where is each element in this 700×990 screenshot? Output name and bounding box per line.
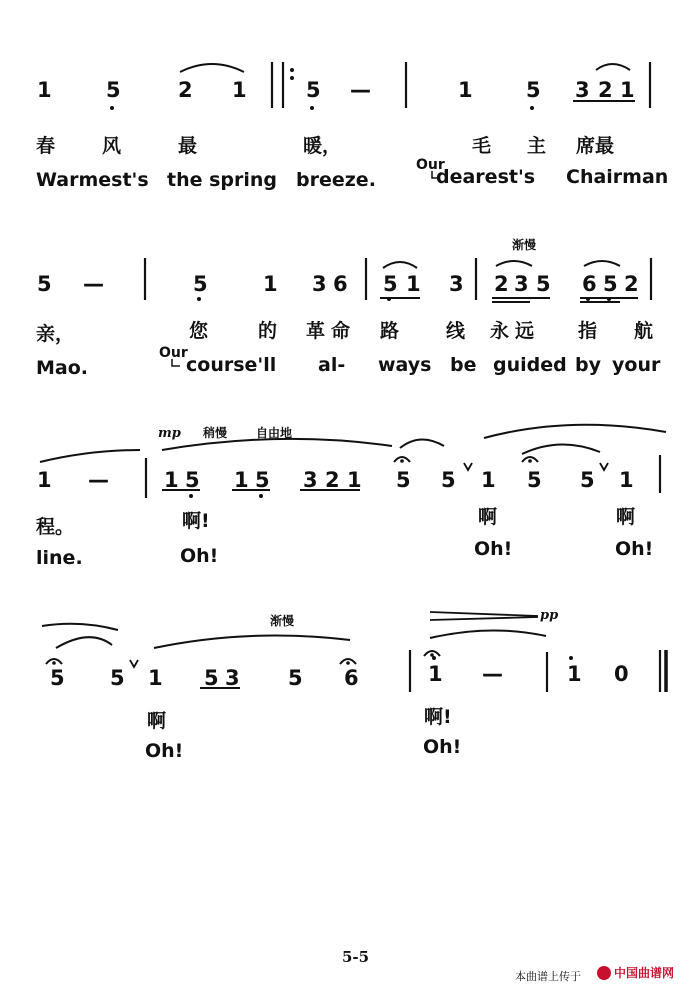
lyric-en: breeze. [296,169,376,191]
lyric-cn: 啊! [424,706,452,728]
barlines [145,62,669,692]
lyric-cn: 毛 [472,135,492,157]
dynamic-mark: mp [158,426,181,441]
fermata-dots [52,459,532,665]
lyric-cn: 您 [189,320,209,342]
note: 5 [580,468,595,492]
note: 6 [333,272,348,296]
note: 3 [514,272,529,296]
lyric-en: guided [493,354,567,376]
note: 1 [458,78,473,102]
lyric-cn: 程。 [36,516,75,538]
note: 5 [193,272,208,296]
note: 6 [582,272,597,296]
lyric-cn: 啊 [478,506,498,528]
lyric-en: Oh! [615,538,654,560]
tempo-mark: 稍慢 [203,426,228,440]
lyric-en: Warmest's [36,169,149,191]
logo-text: 中国曲谱网 [614,966,675,980]
lyric-en-small: Our [159,345,188,361]
lyric-en: by [575,354,601,376]
note: 5 [185,468,200,492]
tempo-mark: 渐慢 [512,238,537,252]
lyric-en: be [450,354,477,376]
note: — [88,468,109,492]
note: 1 [620,78,635,102]
lyric-en: course'll [186,354,277,376]
breath-marks [130,463,608,667]
note: 2 [624,272,639,296]
lyric-cn: 革命 [306,320,357,342]
note: 3 [575,78,590,102]
note: 1 [234,468,249,492]
lyric-cn: 席最 [576,135,615,157]
note: — [350,78,371,102]
page-number: 5-5 [342,948,370,966]
lyric-cn: 航 [634,320,654,342]
lyric-cn: 啊! [182,510,210,532]
octave-dots [110,106,611,660]
lyric-en: Mao. [36,357,88,379]
lyric-cn: 路 [380,320,400,342]
logo-icon [597,966,611,980]
note: 5 [527,468,542,492]
note: 5 [255,468,270,492]
lyric-en: the spring [167,169,278,191]
lyric-cn: 啊 [616,506,636,528]
note: 5 [603,272,618,296]
lyric-en-small: Our [416,157,445,173]
lyric-cn: 啊 [147,710,167,732]
lyric-cn: 永远 [490,320,541,342]
lyric-en: line. [36,547,83,569]
lyric-cn: 暖， [303,135,342,157]
lyric-cn: 的 [258,320,278,342]
note: 5 [306,78,321,102]
lyric-brackets [172,171,438,366]
lyric-en: Oh! [180,545,219,567]
footer-text: 本曲谱上传于 [515,970,581,983]
lyric-en: Oh! [474,538,513,560]
note: — [83,272,104,296]
lyric-en: ways [378,354,432,376]
note: 1 [263,272,278,296]
site-logo [597,964,674,981]
lyric-cn: 亲， [36,323,75,345]
note: 5 [526,78,541,102]
note: 3 [312,272,327,296]
note: 1 [481,468,496,492]
note: 5 [441,468,456,492]
lyric-cn: 线 [446,320,466,342]
note: 0 [614,662,629,686]
lyric-en: your [612,354,661,376]
lyric-cn: 风 [102,135,122,157]
note: 1 [37,78,52,102]
lyric-cn: 最 [178,135,198,157]
note: 2 [494,272,509,296]
note: 5 [383,272,398,296]
note: — [482,662,503,686]
note: 2 [325,468,340,492]
note: 5 [288,666,303,690]
note: 1 [567,662,582,686]
note: 1 [406,272,421,296]
lyric-en: al- [318,354,346,376]
slurs [40,64,669,648]
dynamic-mark: pp [540,608,559,623]
lyric-cn: 主 [527,135,547,157]
note: 2 [598,78,613,102]
note: 3 [303,468,318,492]
lyric-en: Oh! [145,740,184,762]
note: 3 [449,272,464,296]
lyric-en: dearest's [436,166,536,188]
note: 5 [396,468,411,492]
note: 5 [204,666,219,690]
tempo-mark: 渐慢 [270,614,295,628]
decrescendo-hairpin [430,612,538,620]
underlines [162,101,638,688]
expression-mark: 自由地 [256,426,293,440]
note: 1 [428,662,443,686]
note: 1 [232,78,247,102]
note: 5 [50,666,65,690]
note: 5 [106,78,121,102]
note: 1 [37,468,52,492]
note: 6 [344,666,359,690]
note: 5 [110,666,125,690]
note: 5 [37,272,52,296]
note: 3 [225,666,240,690]
lyric-en: Oh! [423,736,462,758]
note: 1 [148,666,163,690]
lyric-en: Chairman [566,166,669,188]
note: 1 [619,468,634,492]
note: 5 [536,272,551,296]
note: 1 [347,468,362,492]
lyric-cn: 指 [578,320,598,342]
repeat-symbol [290,68,294,80]
lyric-cn: 春 [36,135,56,157]
note: 2 [178,78,193,102]
note: 1 [164,468,179,492]
